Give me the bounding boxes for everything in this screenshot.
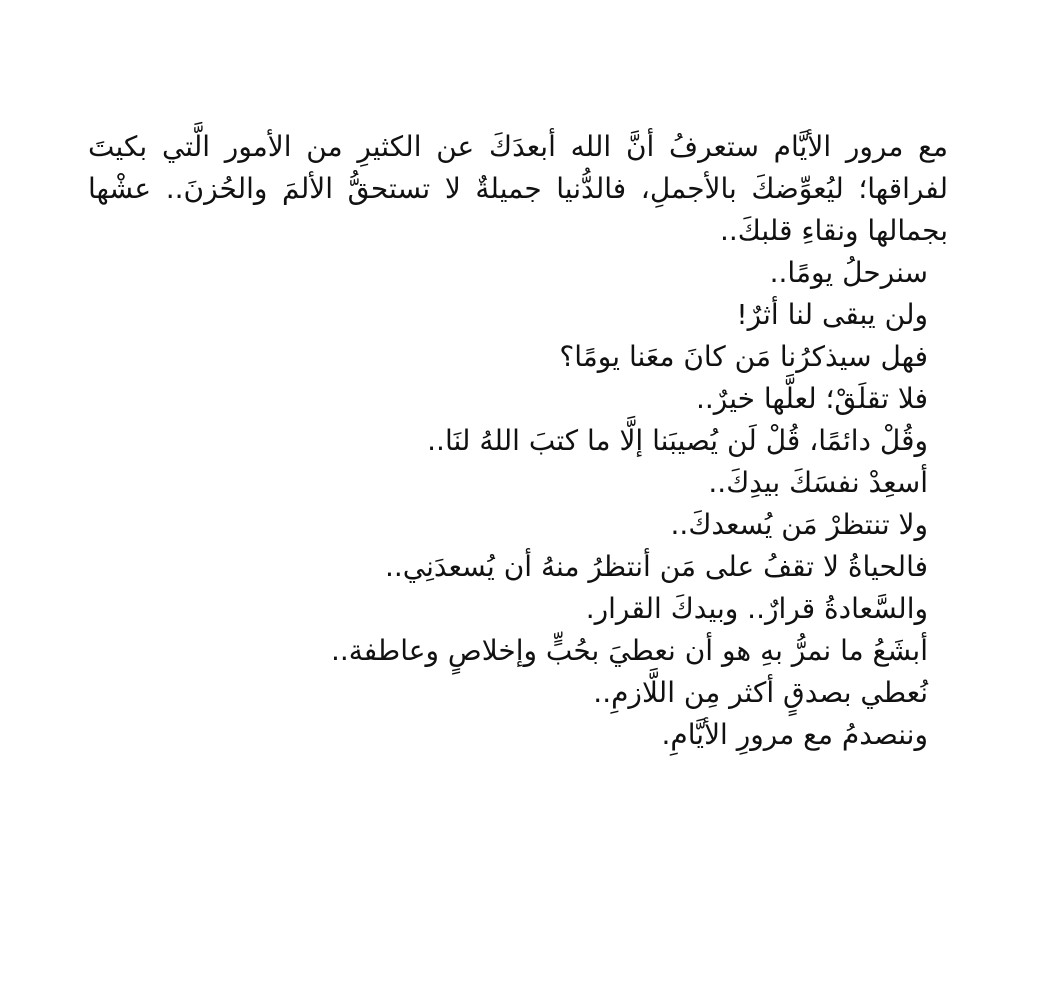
text-line: سنرحلُ يومًا.. xyxy=(769,256,928,289)
text-line: نُعطي بصدقٍ أكثر مِن اللَّازمِ.. xyxy=(593,676,928,709)
text-line: ولا تنتظرْ مَن يُسعدكَ.. xyxy=(670,508,928,541)
text-line: فهل سيذكرُنا مَن كانَ معَنا يومًا؟ xyxy=(559,340,928,373)
text-line: وقُلْ دائمًا، قُلْ لَن يُصيبَنا إلَّا ما كتبَ اللهُ لنَا.. xyxy=(427,424,928,457)
arabic-text-block xyxy=(88,126,948,756)
text-line: أسعِدْ نفسَكَ بيدِكَ.. xyxy=(708,466,928,499)
text-line: والسَّعادةُ قرارٌ.. وبيدكَ القرار. xyxy=(585,592,928,625)
text-line: ولن يبقى لنا أثرٌ! xyxy=(736,298,928,331)
text-line: فالحياةُ لا تقفُ على مَن أنتظرُ منهُ أن يُسعدَنِي.. xyxy=(384,550,928,583)
text-line: أبشَعُ ما نمرُّ بهِ هو أن نعطيَ بحُبٍّ وإخلاصٍ وعاطفة.. xyxy=(330,634,928,667)
text-line: وننصدمُ مع مرورِ الأيَّامِ. xyxy=(661,718,928,751)
opening-paragraph: مع مرور الأيَّام ستعرفُ أنَّ الله أبعدَكَ عن الكثيرِ من الأمور الَّتي بكيتَ لفراقها؛ ليُعوِّضكَ بالأجملِ، فالدُّنيا جميلةٌ لا تستحقُّ الألمَ والحُزنَ.. عشْها بجمالها ونقاءِ قلبكَ.. xyxy=(88,130,948,247)
text-line: فلا تقلَقْ؛ لعلَّها خيرٌ.. xyxy=(695,382,928,415)
